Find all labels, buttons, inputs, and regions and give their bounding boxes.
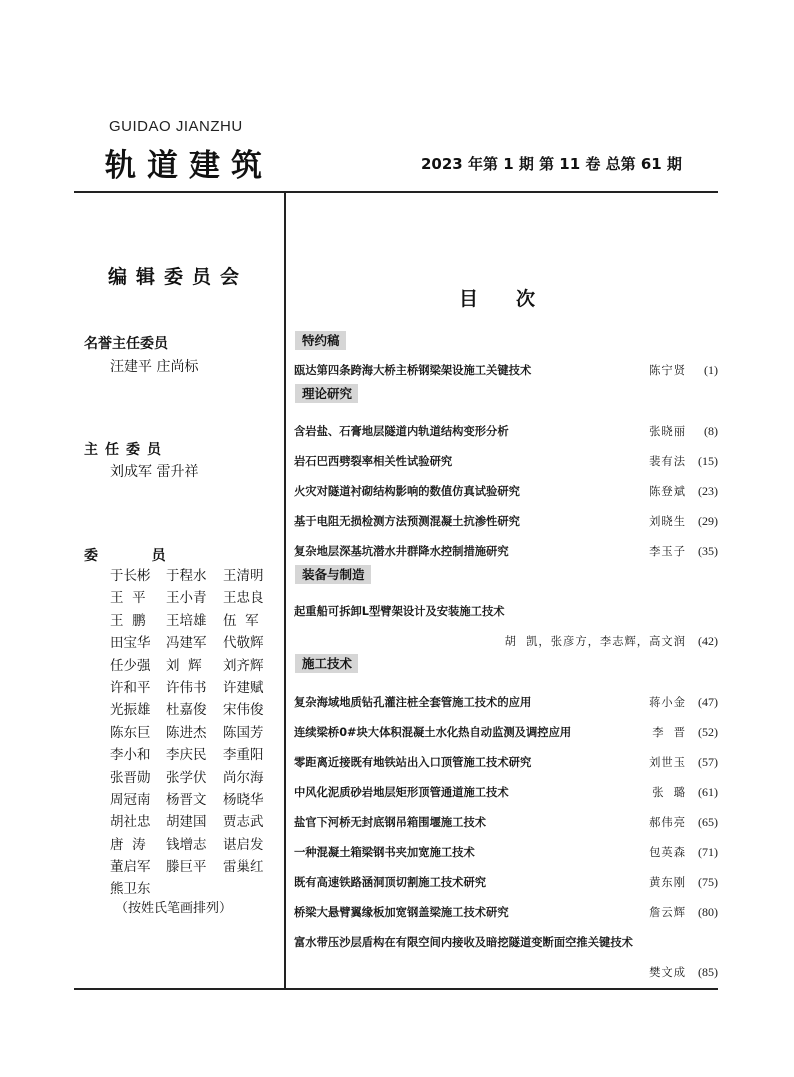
journal-pinyin: GUIDAO JIANZHU	[109, 118, 243, 135]
member-name: 李重阳	[223, 747, 264, 764]
toc-entry-author: 包英森	[649, 846, 686, 859]
member-name: 田宝华	[110, 635, 151, 652]
toc-entry-author: 蒋小金	[649, 696, 686, 709]
member-name: 董启军	[110, 859, 151, 876]
member-name: 杨晋文	[166, 791, 207, 808]
member-name: 张晋勋	[110, 769, 151, 786]
toc-entry-title[interactable]: 盐官下河桥无封底钢吊箱围堰施工技术	[294, 816, 487, 829]
toc-entry-meta	[649, 362, 718, 378]
column-divider	[284, 193, 286, 988]
toc-section-label: 施工技术	[295, 654, 358, 673]
toc-entry-page: (8)	[704, 424, 718, 438]
member-name: 陈东巨	[110, 724, 151, 741]
member-name: 陈进杰	[166, 724, 207, 741]
member-name: 李庆民	[166, 747, 207, 764]
member-name: 雷巢红	[223, 859, 264, 876]
toc-entry-title[interactable]: 复杂地层深基坑潜水井群降水控制措施研究	[294, 545, 509, 558]
member-name: 滕巨平	[166, 859, 207, 876]
toc-entry-title[interactable]: 火灾对隧道衬砌结构影响的数值仿真试验研究	[294, 485, 520, 498]
member-name: 任少强	[110, 657, 151, 674]
toc-entry-page: (1)	[704, 363, 718, 377]
toc-entry-meta	[649, 874, 718, 890]
toc-entry-meta	[649, 543, 718, 559]
toc-entry-page: (80)	[698, 905, 718, 919]
toc-entry-author: 刘世玉	[649, 756, 686, 769]
toc-entry-meta	[649, 814, 718, 830]
toc-entry-meta	[649, 423, 718, 439]
toc-entry-page: (47)	[698, 695, 718, 709]
toc-entry-meta	[649, 754, 718, 770]
toc-entry-page: (29)	[698, 514, 718, 528]
toc-entry-meta	[649, 483, 718, 499]
toc-entry-page: (75)	[698, 875, 718, 889]
top-rule	[74, 191, 718, 193]
member-name: 王忠良	[223, 590, 264, 607]
toc-section-label: 理论研究	[295, 384, 358, 403]
toc-entry-page: (65)	[698, 815, 718, 829]
toc-entry-title[interactable]: 既有高速铁路涵洞顶切割施工技术研究	[294, 876, 487, 889]
toc-entry-page: (52)	[698, 725, 718, 739]
member-name: 杨晓华	[223, 791, 264, 808]
member-name: 尚尔海	[223, 769, 264, 786]
toc-entry-author: 裴有法	[649, 455, 686, 468]
toc-entry-title[interactable]: 中风化泥质砂岩地层矩形顶管通道施工技术	[294, 786, 509, 799]
toc-entry-title[interactable]: 起重船可拆卸L型臂架设计及安装施工技术	[294, 605, 505, 618]
member-name: 代敬辉	[223, 635, 264, 652]
toc-entry-title[interactable]: 岩石巴西劈裂率相关性试验研究	[294, 455, 453, 468]
member-name: 王小青	[166, 590, 207, 607]
members-note: （按姓氏笔画排列）	[115, 901, 233, 916]
honorary-director-names: 汪建平 庄尚标	[110, 359, 199, 375]
member-name: 王培雄	[166, 612, 207, 629]
member-name: 于程水	[166, 568, 207, 584]
toc-entry-title[interactable]: 复杂海域地质钻孔灌注桩全套管施工技术的应用	[294, 696, 532, 709]
member-name: 李小和	[110, 747, 151, 764]
member-name: 唐 涛	[110, 836, 146, 853]
toc-entry-meta	[505, 633, 718, 649]
toc-entry-meta	[652, 724, 718, 740]
member-name: 许伟书	[166, 679, 207, 696]
member-name: 周冠南	[110, 791, 151, 808]
toc-entry-meta	[649, 513, 718, 529]
director-label: 主任委员	[84, 442, 168, 458]
member-name: 胡建国	[166, 814, 207, 831]
member-name: 光振雄	[110, 702, 151, 719]
toc-entry-title[interactable]: 含岩盐、石膏地层隧道内轨道结构变形分析	[294, 425, 509, 438]
toc-entry-title[interactable]: 零距离近接既有地铁站出入口顶管施工技术研究	[294, 756, 532, 769]
member-name: 杜嘉俊	[166, 702, 207, 719]
toc-section-label: 装备与制造	[295, 565, 371, 584]
member-name: 张学伏	[166, 769, 207, 786]
toc-entry-meta	[649, 694, 718, 710]
members-label: 委 员	[84, 548, 166, 564]
toc-entry-meta	[649, 904, 718, 920]
toc-entry-meta	[649, 844, 718, 860]
member-name: 胡社忠	[110, 814, 151, 831]
toc-entry-author: 胡 凯，张彦方，李志辉，高文润	[504, 635, 686, 648]
member-name: 陈国芳	[223, 724, 264, 741]
toc-section-label: 特约稿	[295, 331, 346, 350]
members-list	[110, 567, 280, 898]
toc-entry-title[interactable]: 富水带压沙层盾构在有限空间内接收及暗挖隧道变断面空推关键技术	[294, 936, 633, 949]
toc-entry-author: 张晓丽	[649, 425, 686, 438]
toc-entry-title[interactable]: 连续梁桥0#块大体积混凝土水化热自动监测及调控应用	[294, 726, 572, 739]
toc-entry-author: 李玉子	[649, 545, 686, 558]
member-name: 王 平	[110, 590, 146, 607]
member-name: 熊卫东	[110, 881, 151, 898]
toc-entry-title[interactable]: 一种混凝土箱梁钢书夹加宽施工技术	[294, 846, 475, 859]
honorary-director-label: 名誉主任委员	[84, 336, 168, 352]
toc-entry-page: (15)	[698, 454, 718, 468]
toc-entry-author: 张 璐	[652, 786, 686, 799]
toc-entry-meta	[649, 453, 718, 469]
toc-entry-author: 陈宁贤	[649, 364, 686, 377]
issue-info: 2023 年第 1 期 第 11 卷 总第 61 期	[421, 155, 682, 173]
member-name: 于长彬	[110, 568, 151, 584]
toc-entry-page: (71)	[698, 845, 718, 859]
toc-entry-title[interactable]: 基于电阻无损检测方法预测混凝土抗渗性研究	[294, 515, 520, 528]
toc-entry-page: (35)	[698, 544, 718, 558]
toc-title: 目次	[459, 288, 574, 310]
member-name: 刘齐辉	[223, 657, 264, 674]
editorial-board-title: 编辑委员会	[108, 266, 249, 288]
member-name: 伍 军	[223, 612, 259, 629]
member-name: 王 鹏	[110, 612, 146, 629]
toc-entry-page: (23)	[698, 484, 718, 498]
bottom-rule	[74, 988, 718, 990]
member-name: 许和平	[110, 679, 151, 696]
member-name: 贾志武	[223, 814, 264, 831]
toc-entry-title[interactable]: 瓯达第四条跨海大桥主桥钢梁架设施工关键技术	[294, 364, 532, 377]
toc-entry-author: 刘晓生	[649, 515, 686, 528]
toc-entry-meta	[652, 784, 718, 800]
toc-entry-page: (42)	[698, 634, 718, 648]
member-name: 钱增志	[166, 836, 207, 853]
toc-entry-title[interactable]: 桥梁大悬臂翼缘板加宽钢盖梁施工技术研究	[294, 906, 509, 919]
journal-name: 轨道建筑	[105, 148, 273, 184]
toc-entry-author: 陈登斌	[649, 485, 686, 498]
toc-entry-author: 郝伟亮	[649, 816, 686, 829]
toc-entry-page: (61)	[698, 785, 718, 799]
member-name: 宋伟俊	[223, 702, 264, 719]
director-names: 刘成军 雷升祥	[110, 464, 199, 480]
member-name: 许建赋	[223, 679, 264, 696]
toc-entry-author: 李 晋	[652, 726, 686, 739]
member-name: 冯建军	[166, 635, 207, 652]
toc-entry-page: (85)	[698, 965, 718, 979]
toc-entry-author: 詹云辉	[649, 906, 686, 919]
member-name: 刘 辉	[166, 657, 202, 674]
toc-entry-meta	[649, 964, 718, 980]
member-name: 谌启发	[223, 836, 264, 853]
toc-entry-page: (57)	[698, 755, 718, 769]
toc-entry-author: 黄东刚	[649, 876, 686, 889]
member-name: 王清明	[223, 568, 264, 584]
toc-entry-author: 樊文成	[649, 966, 686, 979]
